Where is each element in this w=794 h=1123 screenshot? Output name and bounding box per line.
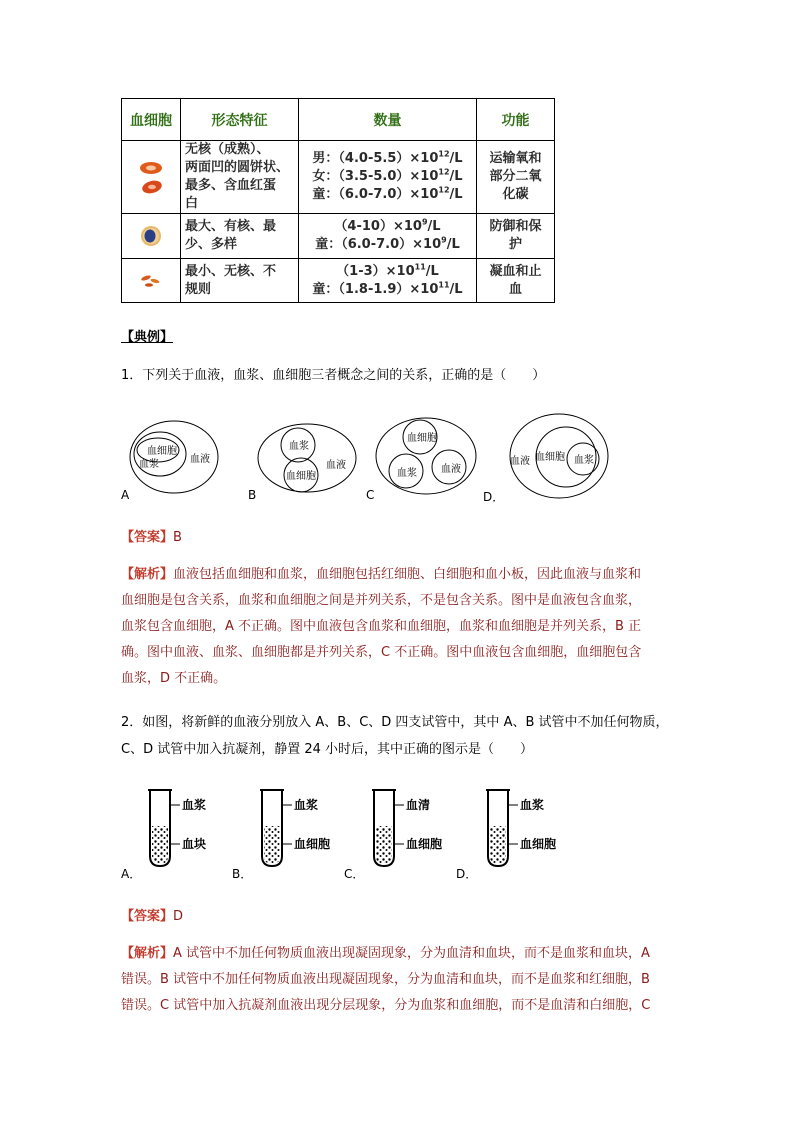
blood-cell-table bbox=[121, 98, 555, 303]
feature-line: 最大、有核、最 bbox=[185, 219, 277, 234]
tube-top-label: 血清 bbox=[406, 798, 431, 812]
analysis-line: 血浆，D 不正确。 bbox=[121, 671, 227, 686]
option-c-label: C． bbox=[344, 867, 365, 881]
tube-bottom-label: 血细胞 bbox=[406, 837, 443, 851]
analysis-tag: 【解析】 bbox=[121, 567, 174, 582]
answer-1 bbox=[121, 526, 182, 545]
answer-tag: 【答案】 bbox=[121, 909, 174, 924]
function-line: 护 bbox=[508, 237, 522, 252]
answer-tag: 【答案】 bbox=[121, 530, 174, 545]
cell-image bbox=[122, 259, 181, 303]
section-heading: 【典例】 bbox=[121, 330, 174, 345]
label-plasma: 血浆 bbox=[289, 441, 309, 452]
header-cell: 形态特征 bbox=[181, 99, 299, 141]
analysis-line: 错误。B 试管中不加任何物质血液出现凝固现象，分为血清和血块，而不是血浆和红细胞，B bbox=[121, 972, 650, 987]
function-line: 血 bbox=[508, 281, 522, 297]
cell-quantity bbox=[299, 214, 477, 259]
question-2-text bbox=[121, 709, 701, 763]
label-cells: 血细胞 bbox=[147, 446, 177, 457]
option-b-label: B bbox=[248, 488, 257, 502]
quantity-line: $(1-3)\times 10^{11}/L$ bbox=[336, 262, 439, 279]
diagram-a bbox=[128, 418, 220, 496]
tube-c bbox=[372, 790, 442, 866]
header-cell: 功能 bbox=[477, 99, 555, 141]
quantity-line: $(4-10)\times 10^9/L$ bbox=[334, 217, 441, 234]
table-row bbox=[122, 141, 555, 214]
quantity-line: 童：$(1.8-1.9)\times 10^{11}/L$ bbox=[312, 280, 463, 297]
analysis-tag: 【解析】 bbox=[121, 946, 174, 961]
tube-d bbox=[486, 790, 556, 866]
label-blood: 血液 bbox=[510, 456, 530, 467]
analysis-line bbox=[121, 562, 691, 588]
question-line: C、D 试管中加入抗凝剂，静置 24 小时后，其中正确的图示是（ ） bbox=[121, 742, 534, 757]
cell-quantity bbox=[299, 141, 477, 214]
option-c-label: C bbox=[366, 488, 375, 502]
cell-image bbox=[122, 214, 181, 259]
analysis-text: 血液包括血细胞和血浆，血细胞包括红细胞、白细胞和血小板，因此血液与血浆和 bbox=[173, 567, 642, 582]
option-d-label: D． bbox=[456, 867, 478, 881]
analysis-line: 血浆包含血细胞，A 不正确。图中血液包含血浆和血细胞，血浆和血细胞是并列关系，B 正 bbox=[121, 619, 642, 634]
label-cells: 血细胞 bbox=[407, 433, 437, 444]
function-line: 凝血和止 bbox=[489, 263, 542, 279]
option-a-label: A． bbox=[121, 867, 142, 881]
cell-function bbox=[477, 141, 555, 214]
analysis-line: 错误。C 试管中加入抗凝剂血液出现分层现象，分为血浆和血细胞，而不是血清和白细胞，C bbox=[121, 998, 651, 1013]
feature-line: 白 bbox=[185, 196, 199, 211]
analysis-2 bbox=[121, 941, 691, 1019]
header-cell: 数量 bbox=[299, 99, 477, 141]
feature-line: 规则 bbox=[185, 281, 212, 297]
feature-line: 最小、无核、不 bbox=[185, 263, 277, 279]
label-blood: 血液 bbox=[326, 460, 346, 471]
diagram-c bbox=[374, 416, 478, 496]
diagram-d bbox=[508, 412, 610, 500]
tube-bottom-label: 血块 bbox=[182, 837, 207, 851]
option-b-label: B． bbox=[232, 867, 253, 881]
tube-top-label: 血浆 bbox=[182, 798, 207, 812]
white-blood-cell-icon bbox=[138, 224, 164, 248]
table-row bbox=[122, 214, 555, 259]
feature-line: 无核（成熟）、 bbox=[185, 142, 270, 157]
label-plasma: 血浆 bbox=[139, 459, 159, 470]
feature-line: 少、多样 bbox=[185, 237, 238, 252]
cell-features bbox=[181, 214, 299, 259]
function-line: 化碳 bbox=[502, 187, 529, 202]
cell-features bbox=[181, 141, 299, 214]
question-1-text: 1．下列关于血液，血浆、血细胞三者概念之间的关系，正确的是（ ） bbox=[121, 368, 546, 383]
header-cell: 血细胞 bbox=[122, 99, 181, 141]
label-plasma: 血浆 bbox=[574, 455, 594, 466]
tube-top-label: 血浆 bbox=[520, 798, 545, 812]
tube-bottom-label: 血细胞 bbox=[520, 837, 557, 851]
quantity-line: 童：$(6.0-7.0)\times 10^9/L$ bbox=[315, 235, 460, 252]
tube-a bbox=[148, 790, 206, 866]
tube-b bbox=[260, 790, 330, 866]
label-blood: 血液 bbox=[190, 454, 210, 465]
table-row bbox=[122, 259, 555, 303]
function-line: 运输氧和 bbox=[489, 151, 542, 166]
label-cells: 血细胞 bbox=[286, 471, 316, 482]
quantity-line: 男：$(4.0-5.5)\times 10^{12}/L$ bbox=[312, 149, 463, 166]
analysis-line: 确。图中血液、血浆、血细胞都是并列关系，C 不正确。图中血液包含血细胞，血细胞包含 bbox=[121, 645, 642, 660]
option-a-label: A bbox=[121, 488, 130, 502]
cell-quantity bbox=[299, 259, 477, 303]
analysis-text: A 试管中不加任何物质血液出现凝固现象，分为血清和血块，而不是血浆和血块，A bbox=[173, 946, 650, 961]
feature-line: 最多、含血红蛋 bbox=[185, 178, 277, 193]
function-line: 防御和保 bbox=[489, 219, 542, 234]
quantity-line: 童：$(6.0-7.0)\times 10^{12}/L$ bbox=[312, 185, 463, 202]
answer-value: D bbox=[173, 909, 184, 924]
analysis-1 bbox=[121, 562, 691, 692]
question-line: 2．如图，将新鲜的血液分别放入 A、B、C、D 四支试管中，其中 A、B 试管中不加任何物质， bbox=[121, 715, 669, 730]
label-cells: 血细胞 bbox=[535, 452, 565, 463]
feature-line: 两面凹的圆饼状、 bbox=[185, 160, 290, 175]
quantity-line: 女：$(3.5-5.0)\times 10^{12}/L$ bbox=[312, 167, 463, 184]
tube-top-label: 血浆 bbox=[294, 798, 319, 812]
answer-value: B bbox=[173, 530, 182, 545]
function-line: 部分二氧 bbox=[489, 169, 542, 184]
analysis-line: 血细胞是包含关系，血浆和血细胞之间是并列关系，不是包含关系。图中是血液包含血浆， bbox=[121, 593, 642, 608]
diagram-b bbox=[256, 422, 358, 494]
tube-bottom-label: 血细胞 bbox=[294, 837, 331, 851]
cell-image bbox=[122, 141, 181, 214]
red-blood-cell-icon bbox=[136, 157, 166, 197]
analysis-line bbox=[121, 941, 691, 967]
answer-2 bbox=[121, 905, 183, 924]
label-plasma: 血浆 bbox=[397, 468, 417, 479]
platelet-icon bbox=[138, 272, 164, 290]
cell-function bbox=[477, 214, 555, 259]
option-d-label: D． bbox=[483, 490, 505, 504]
table-header-row bbox=[122, 99, 555, 141]
cell-function bbox=[477, 259, 555, 303]
label-blood: 血液 bbox=[441, 464, 461, 475]
cell-features bbox=[181, 259, 299, 303]
